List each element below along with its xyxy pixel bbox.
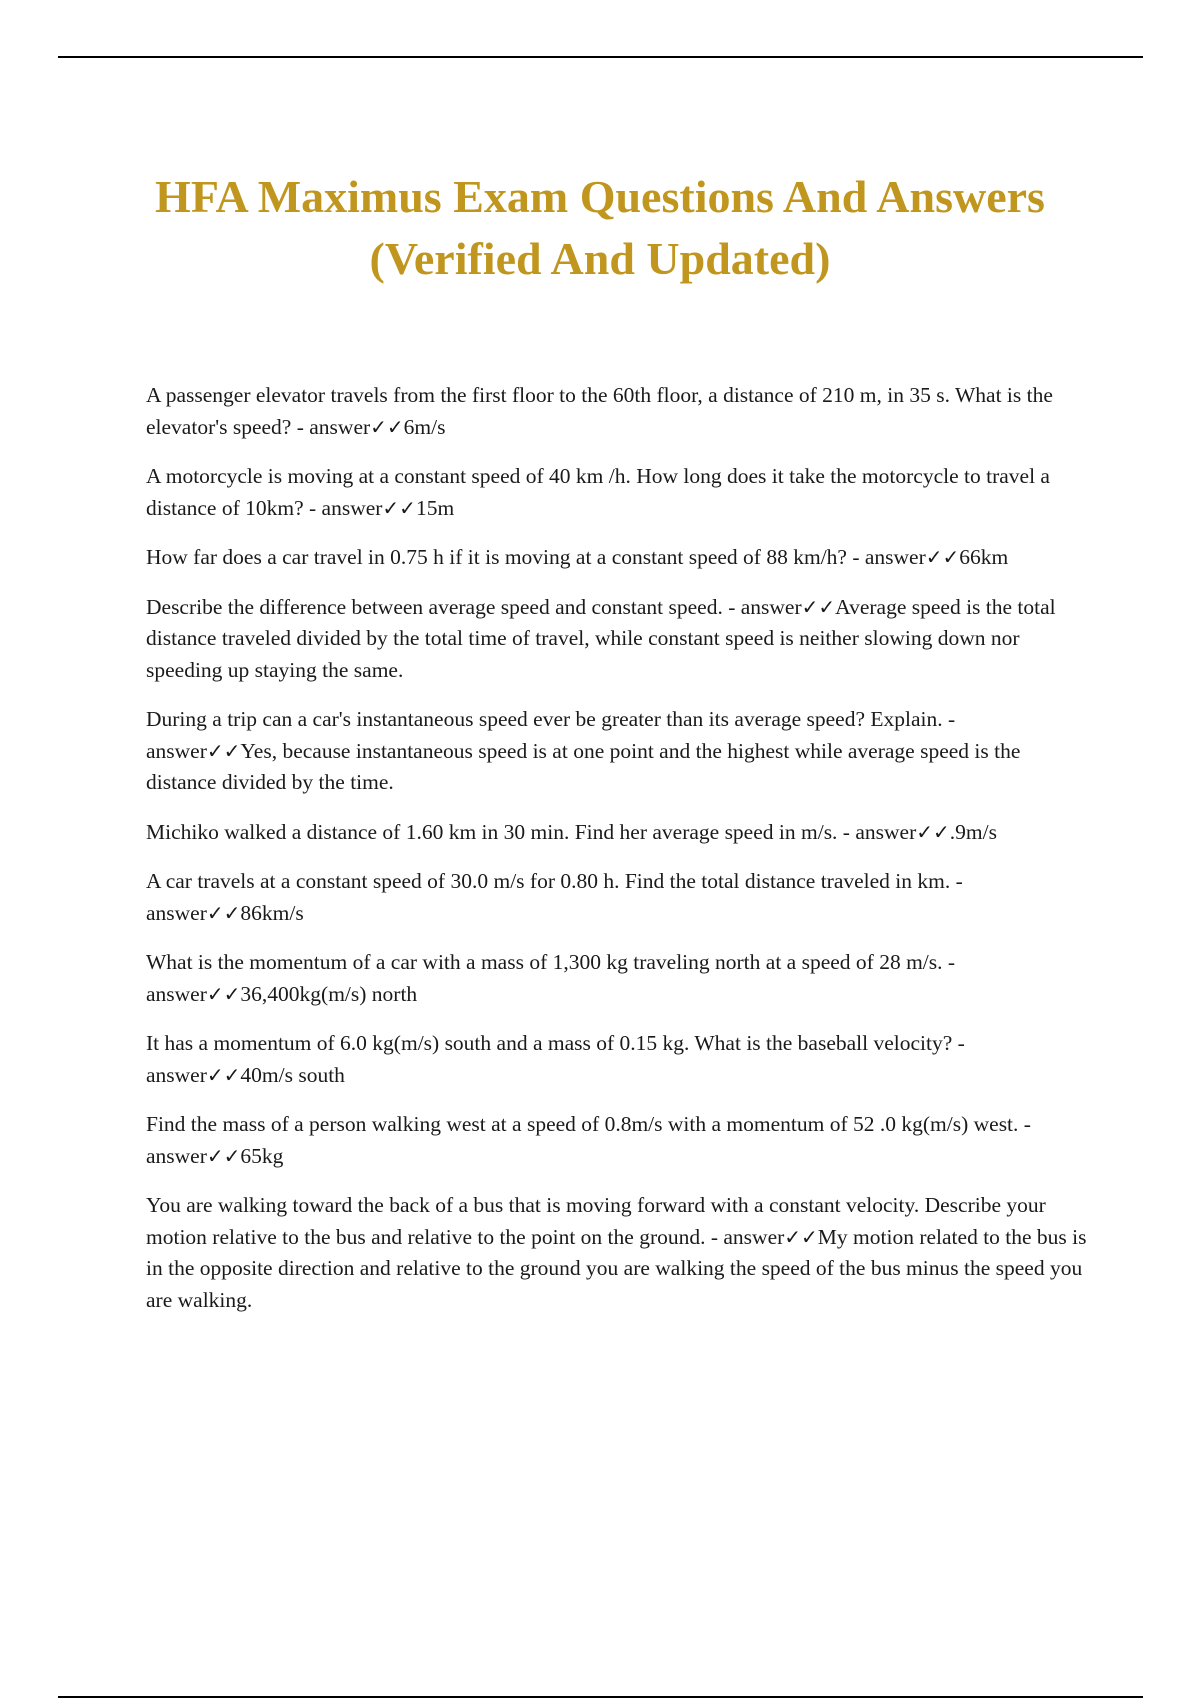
document-title: HFA Maximus Exam Questions And Answers (Verified And Updated) bbox=[155, 171, 1045, 284]
answer-text: 6m/s bbox=[403, 414, 446, 439]
qa-item bbox=[146, 866, 1091, 929]
answer-text: 40m/s south bbox=[240, 1062, 345, 1087]
answer-text: Yes, because instantaneous speed is at one point and the highest while average speed is the distance divided by the time. bbox=[146, 738, 1021, 794]
double-check-icon: ✓✓ bbox=[206, 981, 241, 1006]
double-check-icon: ✓✓ bbox=[382, 495, 416, 520]
double-check-icon: ✓✓ bbox=[206, 738, 241, 763]
answer-text: .9m/s bbox=[949, 819, 997, 844]
qa-item bbox=[146, 380, 1091, 443]
qa-item bbox=[146, 1109, 1091, 1172]
answer-label: answer bbox=[309, 414, 371, 439]
answer-label: answer bbox=[723, 1224, 785, 1249]
answer-text: 65kg bbox=[240, 1143, 284, 1168]
question-text: Michiko walked a distance of 1.60 km in 30 min. Find her average speed in m/s. - bbox=[146, 819, 850, 844]
question-text: You are walking toward the back of a bus that is moving forward with a constant velocity. Describe your motion relative to the bus and relative to the point on the ground. - bbox=[146, 1193, 1046, 1249]
answer-text: 86km/s bbox=[240, 900, 304, 925]
answer-label: answer bbox=[740, 594, 802, 619]
qa-item bbox=[146, 1028, 1091, 1091]
answer-text: 36,400kg(m/s) north bbox=[240, 981, 418, 1006]
answer-label: answer bbox=[146, 1143, 207, 1168]
double-check-icon: ✓✓ bbox=[206, 900, 241, 925]
answer-text: 15m bbox=[415, 495, 455, 520]
qa-item bbox=[146, 461, 1091, 524]
answer-label: answer bbox=[146, 1062, 207, 1087]
answer-label: answer bbox=[855, 819, 917, 844]
answer-text: My motion related to the bus is in the opposite direction and relative to the ground you are walking the speed of the bus minus the speed you are walking. bbox=[146, 1224, 1087, 1312]
question-text: Find the mass of a person walking west at a speed of 0.8m/s with a momentum of 52 .0 kg(m/s) west. - bbox=[146, 1112, 1031, 1136]
double-check-icon: ✓✓ bbox=[206, 1062, 241, 1087]
bottom-rule bbox=[58, 1696, 1143, 1698]
double-check-icon: ✓✓ bbox=[370, 414, 404, 439]
question-text: Describe the difference between average speed and constant speed. - bbox=[146, 594, 736, 619]
answer-text: Average speed is the total distance traveled divided by the total time of travel, while constant speed is neither slowing down nor speeding up staying the same. bbox=[146, 594, 1056, 682]
question-text: It has a momentum of 6.0 kg(m/s) south and a mass of 0.15 kg. What is the baseball velocity? - bbox=[146, 1031, 965, 1055]
question-text: What is the momentum of a car with a mass of 1,300 kg traveling north at a speed of 28 m/s. - bbox=[146, 950, 956, 974]
question-text: A passenger elevator travels from the first floor to the 60th floor, a distance of 210 m, in 35 s. What is the elevator's speed? - bbox=[146, 383, 1053, 439]
qa-item bbox=[146, 704, 1091, 799]
answer-text: 66km bbox=[959, 545, 1009, 569]
qa-item bbox=[146, 542, 1091, 574]
double-check-icon: ✓✓ bbox=[925, 545, 960, 569]
question-text: A car travels at a constant speed of 30.0 m/s for 0.80 h. Find the total distance traveled in km. - bbox=[146, 869, 963, 893]
qa-list bbox=[146, 380, 1091, 1334]
answer-label: answer bbox=[146, 981, 207, 1006]
double-check-icon: ✓✓ bbox=[916, 819, 950, 844]
answer-label: answer bbox=[864, 545, 926, 569]
answer-label: answer bbox=[321, 495, 383, 520]
question-text: During a trip can a car's instantaneous speed ever be greater than its average speed? Explain. - bbox=[146, 707, 956, 731]
question-text: How far does a car travel in 0.75 h if it is moving at a constant speed of 88 km/h? - bbox=[146, 545, 860, 569]
top-rule bbox=[58, 56, 1143, 58]
qa-item bbox=[146, 947, 1091, 1010]
double-check-icon: ✓✓ bbox=[206, 1143, 241, 1168]
qa-item bbox=[146, 1190, 1091, 1316]
answer-label: answer bbox=[146, 900, 207, 925]
qa-item bbox=[146, 817, 1091, 849]
qa-item bbox=[146, 592, 1091, 687]
double-check-icon: ✓✓ bbox=[784, 1224, 818, 1249]
question-text: A motorcycle is moving at a constant speed of 40 km /h. How long does it take the motorcycle to travel a distance of 10km? - bbox=[146, 464, 1050, 520]
answer-label: answer bbox=[146, 738, 207, 763]
double-check-icon: ✓✓ bbox=[801, 594, 836, 619]
